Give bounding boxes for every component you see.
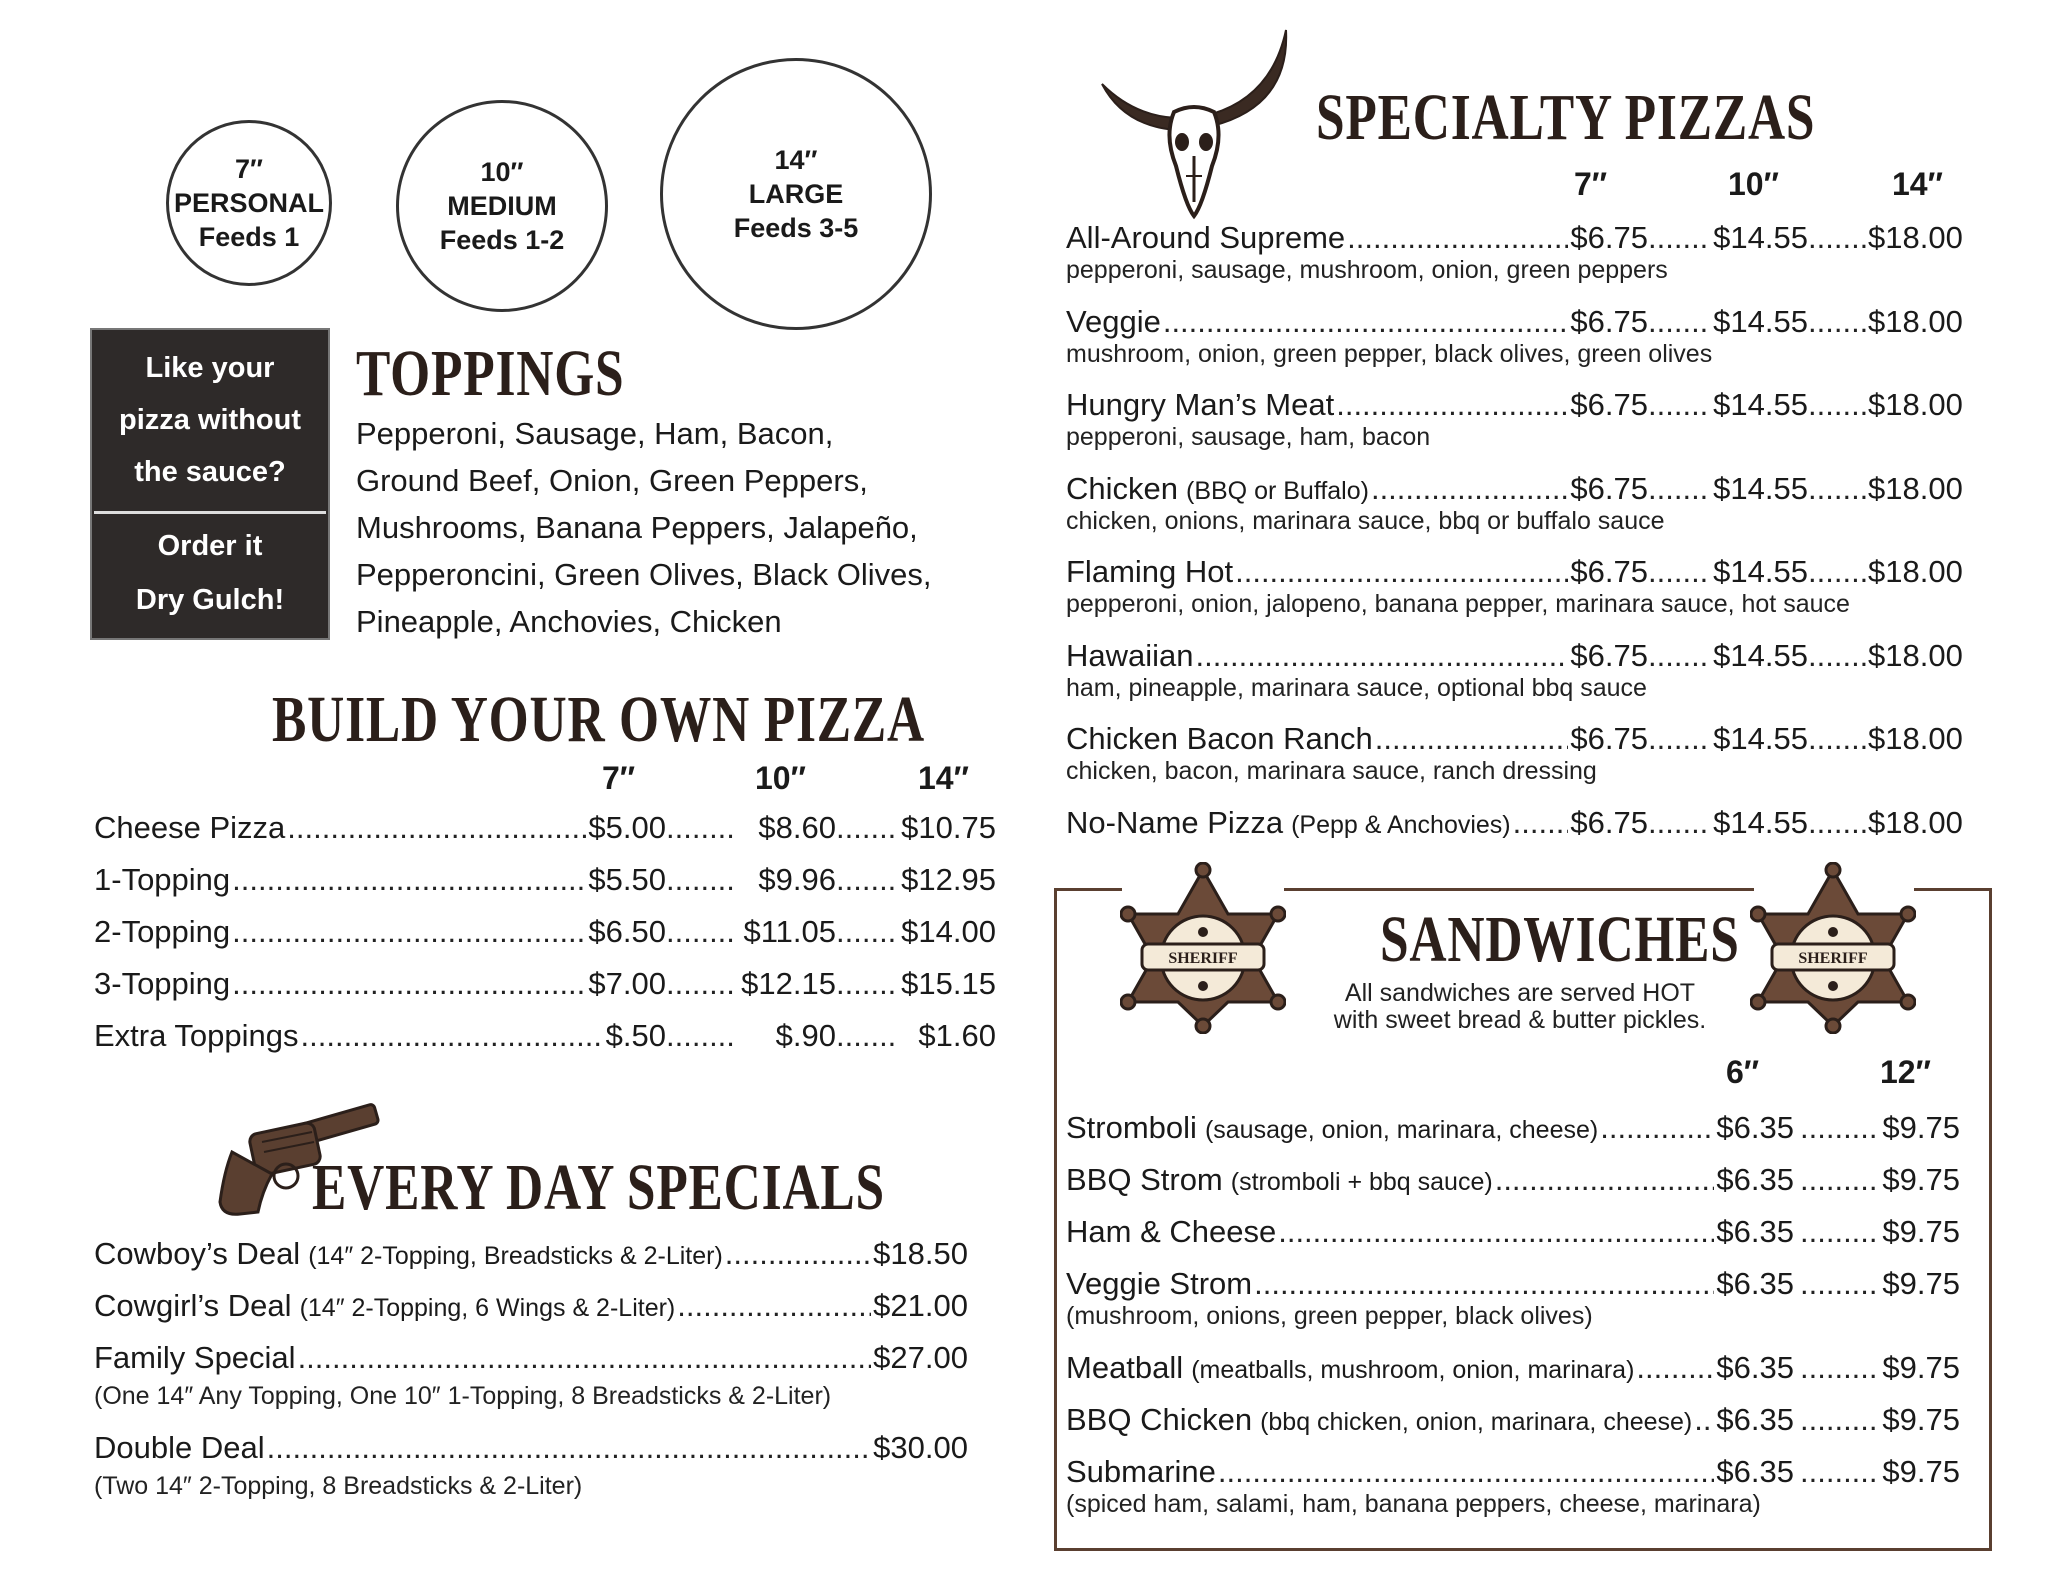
leader-dots <box>1808 387 1868 423</box>
menu-row <box>1066 387 1963 423</box>
leader-dots <box>1800 1454 1880 1490</box>
specialty-col-14: 14″ <box>1892 166 1943 202</box>
item-price: $30.00 <box>873 1430 968 1465</box>
sandwich-col-6: 6″ <box>1726 1054 1760 1090</box>
item-note: (Pepp & Anchovies) <box>1291 810 1511 839</box>
menu-row <box>94 810 996 846</box>
specialty-col-10: 10″ <box>1728 166 1779 202</box>
item-price: $27.00 <box>873 1340 968 1375</box>
menu-row <box>1066 1214 1960 1250</box>
price-14: $18.00 <box>1868 387 1963 422</box>
leader-dots <box>836 1018 896 1054</box>
toppings-line: Pepperoncini, Green Olives, Black Olives, <box>356 557 932 592</box>
menu-row <box>1066 1162 1960 1198</box>
leader-dots <box>1808 471 1868 507</box>
menu-row <box>94 1018 996 1054</box>
sandwiches-subtitle-line: with sweet bread & butter pickles. <box>1333 1006 1707 1034</box>
price-6: $6.35 <box>1716 1214 1794 1249</box>
build-title: BUILD YOUR OWN PIZZA <box>272 683 925 756</box>
leader-dots <box>666 810 736 846</box>
leader-dots <box>1336 387 1568 423</box>
size-feeds: Feeds 3-5 <box>733 213 859 243</box>
dry-gulch-box <box>90 328 330 640</box>
leader-dots <box>1808 721 1868 757</box>
badge-text: SHERIFF <box>1168 950 1238 967</box>
sandwiches-subtitle <box>1300 980 1740 1034</box>
leader-dots <box>1800 1214 1880 1250</box>
price-14: $18.00 <box>1868 220 1963 255</box>
leader-dots <box>301 1018 604 1054</box>
size-circle-medium <box>396 100 608 312</box>
item-name: Cowgirl’s Deal <box>94 1288 292 1323</box>
price-14: $18.00 <box>1868 554 1963 589</box>
leader-dots <box>1808 638 1868 674</box>
size-circle-large <box>660 58 932 330</box>
menu-row <box>1066 303 1963 340</box>
menu-row <box>94 1236 968 1272</box>
menu-row <box>94 1430 968 1466</box>
item-name: Veggie Strom <box>1066 1266 1253 1301</box>
price-7: $6.75 <box>1570 721 1648 756</box>
menu-row <box>1066 220 1963 256</box>
sheriff-badge-icon <box>1750 862 1916 1034</box>
size-circle-personal <box>166 120 332 286</box>
menu-row <box>1066 637 1963 674</box>
menu-row <box>1066 554 1963 590</box>
sandwiches-title: SANDWICHES <box>1380 903 1740 976</box>
leader-dots <box>1648 721 1708 757</box>
leader-dots <box>666 966 736 1002</box>
item-name: Family Special <box>94 1340 296 1375</box>
leader-dots <box>1808 554 1868 590</box>
price-14: $18.00 <box>1868 721 1963 756</box>
menu-row <box>1066 804 1963 841</box>
price-12: $9.75 <box>1882 1110 1960 1145</box>
toppings-line: Pineapple, Anchovies, Chicken <box>356 604 782 639</box>
price-7: $6.75 <box>1570 387 1648 422</box>
item-note: (stromboli + bbq sauce) <box>1230 1168 1493 1196</box>
leader-dots <box>1800 1402 1880 1438</box>
price-10: $14.55 <box>1713 637 1808 673</box>
leader-dots <box>836 810 896 846</box>
specialty-col-7: 7″ <box>1574 166 1608 202</box>
leader-dots <box>677 1288 871 1324</box>
size-feeds: Feeds 1 <box>198 222 300 252</box>
price-10: $14.55 <box>1713 470 1808 506</box>
menu-row <box>1066 470 1963 507</box>
size-name: MEDIUM <box>447 191 557 221</box>
badge-text: SHERIFF <box>1798 950 1868 967</box>
leader-dots <box>1648 638 1708 674</box>
price-14: $14.00 <box>901 914 996 949</box>
leader-dots <box>725 1236 871 1272</box>
specialty-title: SPECIALTY PIZZAS <box>1316 81 1816 154</box>
item-description: pepperoni, sausage, ham, bacon <box>1066 423 1431 451</box>
item-price: $18.50 <box>873 1236 968 1271</box>
leader-dots <box>1800 1110 1880 1146</box>
sandwiches-subtitle-line: All sandwiches are served HOT <box>1344 979 1696 1007</box>
menu-row <box>1066 1110 1960 1146</box>
leader-dots <box>1636 1350 1714 1386</box>
price-7: $6.75 <box>1570 470 1648 506</box>
leader-dots <box>666 862 736 898</box>
leader-dots <box>1495 1162 1715 1198</box>
leader-dots <box>232 914 586 950</box>
leader-dots <box>1375 721 1569 757</box>
item-name: Chicken Bacon Ranch <box>1066 721 1373 756</box>
price-10: $14.55 <box>1713 387 1808 422</box>
toppings-line: Pepperoni, Sausage, Ham, Bacon, <box>356 416 834 451</box>
build-col-14: 14″ <box>918 760 969 796</box>
menu-row <box>94 1288 968 1324</box>
dry-gulch-line: the sauce? <box>134 456 286 488</box>
sandwiches-top-border-right <box>1914 888 1989 891</box>
item-description: mushroom, onion, green pepper, black olives, green olives <box>1066 339 1713 368</box>
menu-row <box>1066 721 1963 757</box>
leader-dots <box>1600 1110 1714 1146</box>
leader-dots <box>287 810 586 846</box>
price-14: $18.00 <box>1868 470 1963 506</box>
bull-skull-icon <box>1094 26 1294 222</box>
leader-dots <box>836 862 896 898</box>
item-name: Hungry Man’s Meat <box>1066 387 1335 422</box>
menu-row <box>94 1340 968 1376</box>
item-name: Stromboli <box>1066 1110 1197 1145</box>
size-label: 7″ <box>235 154 263 184</box>
leader-dots <box>1800 1266 1880 1302</box>
size-feeds: Feeds 1-2 <box>439 225 565 255</box>
leader-dots <box>1254 1266 1714 1302</box>
leader-dots <box>666 1018 736 1054</box>
item-description: (Two 14″ 2-Topping, 8 Breadsticks & 2-Liter) <box>94 1472 583 1500</box>
item-name: 2-Topping <box>94 914 231 949</box>
item-description: (mushroom, onions, green pepper, black olives) <box>1066 1302 1593 1330</box>
price-7: $5.00 <box>588 810 666 845</box>
item-name: Double Deal <box>94 1430 265 1465</box>
price-10: $11.05 <box>743 914 836 949</box>
size-label: 10″ <box>480 157 524 187</box>
item-name: Cheese Pizza <box>94 810 286 845</box>
price-10: $14.55 <box>1713 220 1808 255</box>
leader-dots <box>232 862 586 898</box>
price-7: $6.75 <box>1570 554 1648 589</box>
item-description: chicken, onions, marinara sauce, bbq or buffalo sauce <box>1066 506 1665 535</box>
leader-dots <box>1800 1350 1880 1386</box>
menu-row <box>1066 1402 1960 1438</box>
price-6: $6.35 <box>1716 1454 1794 1489</box>
price-14: $18.00 <box>1868 637 1963 673</box>
price-10: $14.55 <box>1713 554 1808 589</box>
item-price: $21.00 <box>873 1288 968 1323</box>
price-14: $18.00 <box>1868 303 1963 339</box>
specials-title: EVERY DAY SPECIALS <box>312 1151 885 1224</box>
toppings-line: Mushrooms, Banana Peppers, Jalapeño, <box>356 510 918 545</box>
price-10: $14.55 <box>1713 804 1808 840</box>
leader-dots <box>1800 1162 1880 1198</box>
price-6: $6.35 <box>1716 1110 1794 1145</box>
item-description: ham, pineapple, marinara sauce, optional bbq sauce <box>1066 673 1647 702</box>
leader-dots <box>267 1430 872 1466</box>
sandwiches-top-border-mid <box>1284 888 1754 891</box>
price-14: $10.75 <box>901 810 996 845</box>
price-14: $15.15 <box>901 966 996 1001</box>
leader-dots <box>1648 387 1708 423</box>
menu-row <box>1066 1350 1960 1386</box>
leader-dots <box>1648 220 1708 256</box>
price-10: $.90 <box>775 1018 836 1053</box>
price-12: $9.75 <box>1882 1454 1960 1489</box>
leader-dots <box>1808 805 1868 841</box>
menu-row <box>1066 1266 1960 1302</box>
leader-dots <box>1648 805 1708 841</box>
leader-dots <box>836 966 896 1002</box>
item-name: BBQ Strom <box>1066 1162 1223 1197</box>
leader-dots <box>1648 554 1708 590</box>
toppings-title: TOPPINGS <box>356 337 625 410</box>
price-14: $18.00 <box>1868 804 1963 840</box>
price-7: $6.75 <box>1570 637 1648 673</box>
price-14: $12.95 <box>901 862 996 897</box>
price-10: $9.96 <box>758 862 836 897</box>
price-7: $7.00 <box>588 966 666 1001</box>
price-7: $6.75 <box>1570 303 1648 339</box>
price-12: $9.75 <box>1882 1266 1960 1301</box>
item-name: Veggie <box>1066 303 1161 339</box>
menu-row <box>94 966 996 1002</box>
price-12: $9.75 <box>1882 1402 1960 1437</box>
leader-dots <box>1278 1214 1714 1250</box>
item-note: (bbq chicken, onion, marinara, cheese) <box>1260 1408 1693 1436</box>
item-note: (BBQ or Buffalo) <box>1186 476 1369 505</box>
leader-dots <box>1694 1402 1714 1438</box>
menu-row <box>94 914 996 950</box>
leader-dots <box>1371 471 1568 507</box>
item-note: (14″ 2-Topping, Breadsticks & 2-Liter) <box>308 1242 723 1270</box>
leader-dots <box>666 914 736 950</box>
item-name: Extra Toppings <box>94 1018 299 1053</box>
price-6: $6.35 <box>1716 1162 1794 1197</box>
price-7: $6.75 <box>1570 220 1648 255</box>
price-7: $6.50 <box>588 914 666 949</box>
build-col-7: 7″ <box>602 760 636 796</box>
price-10: $8.60 <box>758 810 836 845</box>
dry-gulch-line: Dry Gulch! <box>135 584 285 616</box>
item-name: Cowboy’s Deal <box>94 1236 301 1271</box>
item-note: (meatballs, mushroom, onion, marinara) <box>1191 1356 1635 1384</box>
item-description: chicken, bacon, marinara sauce, ranch dressing <box>1066 757 1597 785</box>
item-name: Chicken <box>1066 470 1178 506</box>
sandwich-col-12: 12″ <box>1880 1054 1931 1090</box>
menu-row <box>94 862 996 898</box>
item-description: (spiced ham, salami, ham, banana peppers, cheese, marinara) <box>1066 1490 1761 1518</box>
leader-dots <box>1347 220 1568 256</box>
price-12: $9.75 <box>1882 1350 1960 1385</box>
item-note: (sausage, onion, marinara, cheese) <box>1204 1116 1599 1144</box>
item-name: Ham & Cheese <box>1066 1214 1277 1249</box>
item-name: 1-Topping <box>94 862 231 897</box>
dry-gulch-line: pizza without <box>118 404 302 436</box>
price-10: $12.15 <box>741 966 836 1001</box>
item-description: (One 14″ Any Topping, One 10″ 1-Topping, 8 Breadsticks & 2-Liter) <box>94 1382 832 1410</box>
build-col-10: 10″ <box>755 760 806 796</box>
price-6: $6.35 <box>1716 1402 1794 1437</box>
item-name: BBQ Chicken <box>1066 1402 1253 1437</box>
dry-gulch-line: Like your <box>145 352 275 384</box>
leader-dots <box>1648 304 1708 340</box>
dry-gulch-line: Order it <box>157 530 263 562</box>
toppings-line: Ground Beef, Onion, Green Peppers, <box>356 463 868 498</box>
price-12: $9.75 <box>1882 1162 1960 1197</box>
size-label: 14″ <box>774 145 818 175</box>
price-12: $9.75 <box>1882 1214 1960 1249</box>
divider <box>94 511 326 514</box>
leader-dots <box>1808 220 1868 256</box>
item-name: All-Around Supreme <box>1066 220 1346 255</box>
price-10: $14.55 <box>1713 721 1808 756</box>
leader-dots <box>836 914 896 950</box>
sandwiches-top-border-left <box>1054 888 1122 891</box>
price-14: $1.60 <box>918 1018 996 1053</box>
item-note: (14″ 2-Topping, 6 Wings & 2-Liter) <box>299 1294 676 1322</box>
item-name: Hawaiian <box>1066 637 1194 673</box>
sheriff-badge-icon <box>1120 862 1286 1034</box>
menu-row <box>1066 1454 1960 1490</box>
leader-dots <box>1513 805 1569 841</box>
price-7: $.50 <box>605 1018 666 1053</box>
price-7: $5.50 <box>588 862 666 897</box>
size-name: PERSONAL <box>173 188 325 218</box>
price-6: $6.35 <box>1716 1266 1794 1301</box>
leader-dots <box>232 966 586 1002</box>
leader-dots <box>1196 638 1569 674</box>
item-name: Submarine <box>1066 1454 1216 1489</box>
item-name: Flaming Hot <box>1066 554 1234 589</box>
leader-dots <box>1218 1454 1715 1490</box>
leader-dots <box>1808 304 1868 340</box>
item-description: pepperoni, onion, jalopeno, banana pepper, marinara sauce, hot sauce <box>1066 590 1850 618</box>
item-name: No-Name Pizza <box>1066 804 1284 840</box>
item-description: pepperoni, sausage, mushroom, onion, green peppers <box>1066 256 1668 284</box>
size-name: LARGE <box>748 179 844 209</box>
item-name: Meatball <box>1066 1350 1184 1385</box>
item-name: 3-Topping <box>94 966 231 1001</box>
leader-dots <box>1163 304 1569 340</box>
price-7: $6.75 <box>1570 804 1648 840</box>
leader-dots <box>1648 471 1708 507</box>
leader-dots <box>298 1340 872 1376</box>
price-6: $6.35 <box>1716 1350 1794 1385</box>
toppings-list <box>356 410 931 645</box>
leader-dots <box>1235 554 1568 590</box>
price-10: $14.55 <box>1713 303 1808 339</box>
